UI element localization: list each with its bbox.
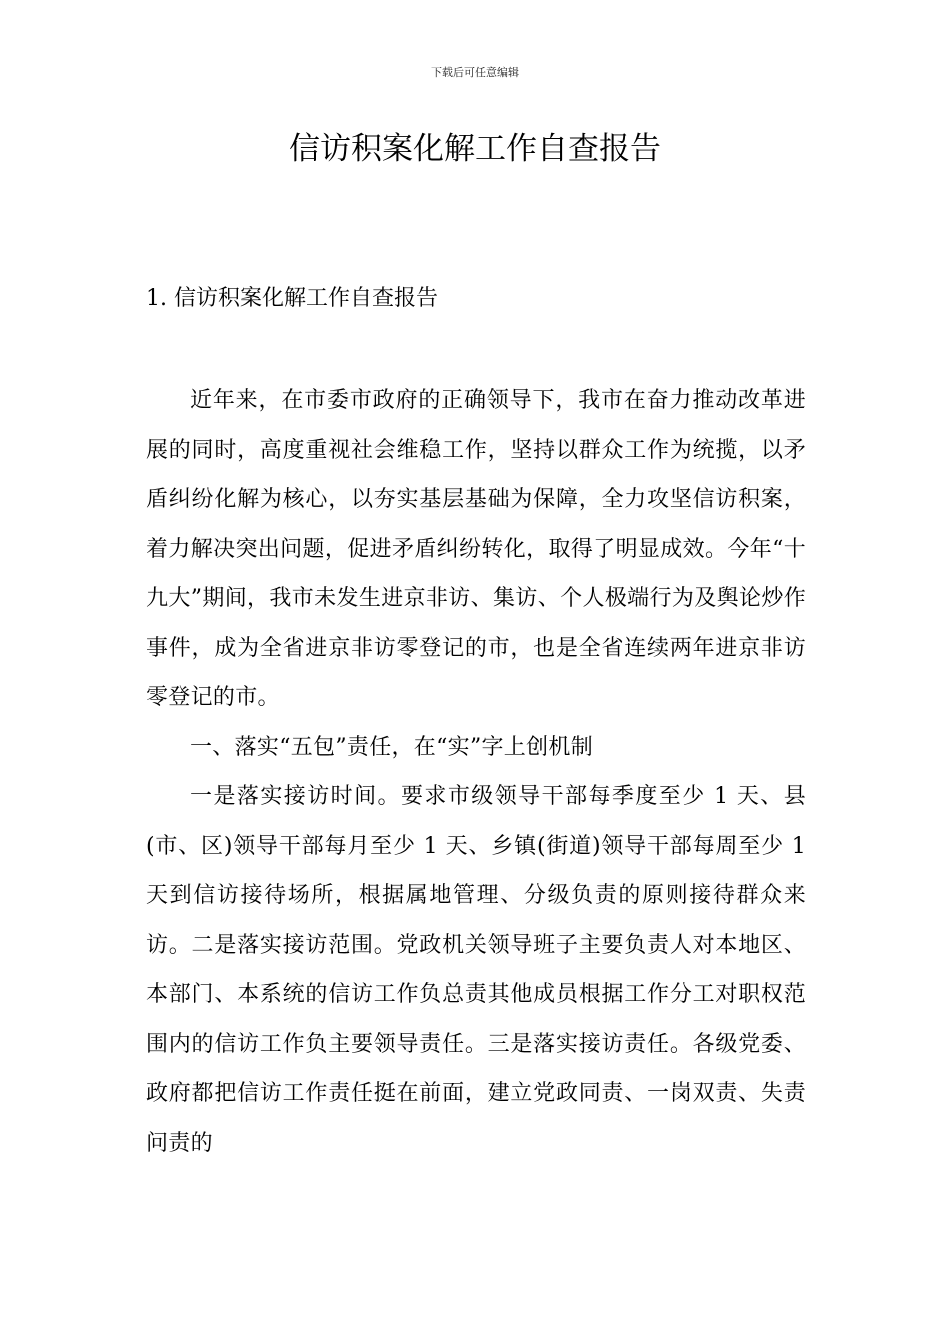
paragraph-subheading: 一、落实“五包”责任，在“实”字上创机制 — [190, 734, 593, 760]
paragraph-intro: 近年来，在市委市政府的正确领导下，我市在奋力推动改革进展的同时，高度重视社会维稳工作，坚持以群众工作为统揽，以矛盾纠纷化解为核心，以夯实基层基础为保障，全力攻坚信访积案，着力解决突出问题，促进矛盾纠纷转化，取得了明显成效。今年“十九大”期间，我市未发生进京非访、集访、个人极端行为及舆论炒作事件，成为全省进京非访零登记的市，也是全省连续两年进京非访零登记的市。 — [146, 388, 806, 710]
header-note: 下载后可任意编辑 — [431, 66, 519, 79]
section-heading: 1. 信访积案化解工作自查报告 — [146, 286, 438, 311]
paragraph-details: 一是落实接访时间。要求市级领导干部每季度至少 1 天、县(市、区)领导干部每月至少 1 天、乡镇(街道)领导干部每周至少 1 天到信访接待场所，根据属地管理、分级负责的原则接待群众来访。二是落实接访范围。党政机关领导班子主要负责人对本地区、本部门、本系统的信访工作负总责其他成员根据工作分工对职权范围内的信访工作负主要领导责任。三是落实接访责任。各级党委、政府都把信访工作责任挺在前面，建立党政同责、一岗双责、失责问责的 — [146, 784, 806, 1156]
document-body — [146, 376, 806, 1168]
document-title: 信访积案化解工作自查报告 — [289, 131, 661, 167]
